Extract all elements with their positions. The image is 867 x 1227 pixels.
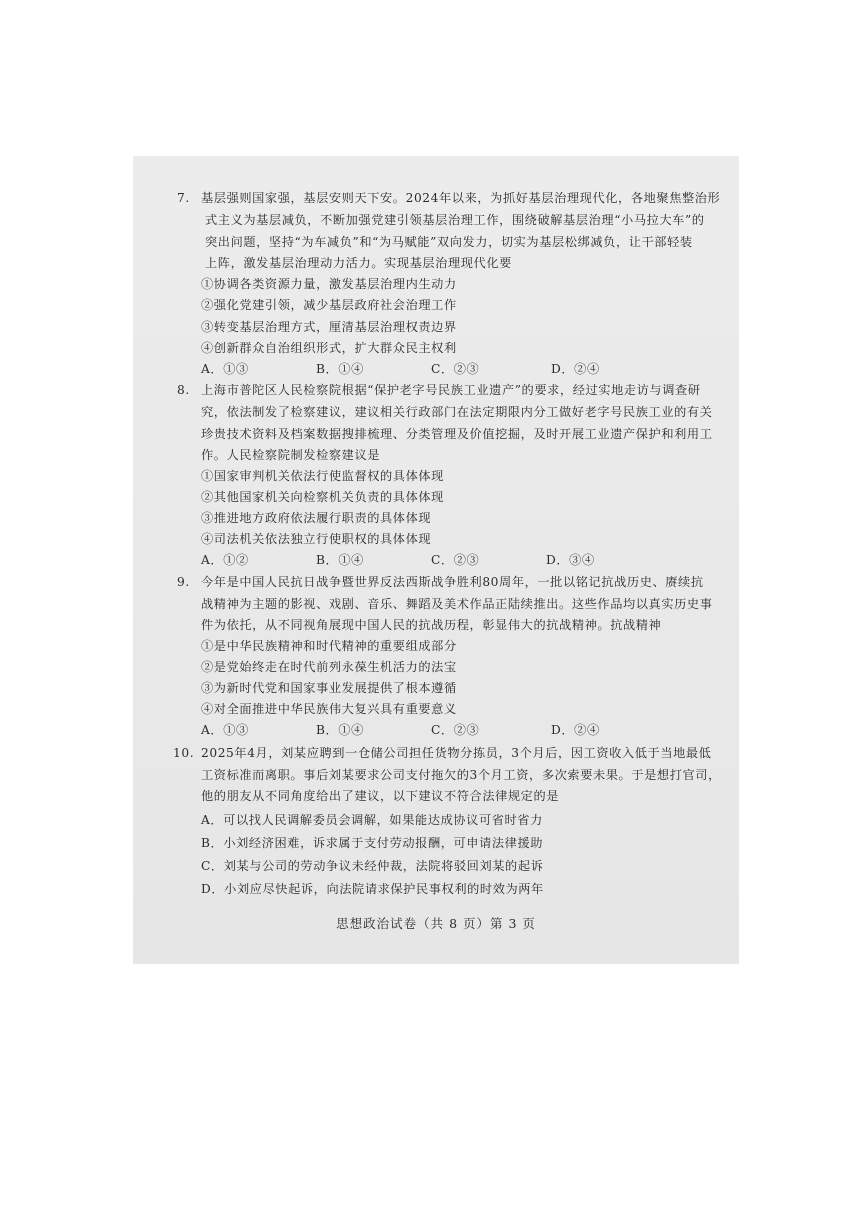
statement-1: ①国家审判机关依法行使监督权的具体体现 xyxy=(201,469,444,483)
answer-choice-c: C．刘某与公司的劳动争议未经仲裁，法院将驳回刘某的起诉 xyxy=(201,859,544,873)
statement-2: ②是党始终走在时代前列永葆生机活力的法宝 xyxy=(201,660,457,674)
answer-choice-d: D．③④ xyxy=(546,553,595,567)
answer-choice-c: C．②③ xyxy=(431,553,480,567)
statement-2: ②其他国家机关向检察机关负责的具体体现 xyxy=(201,490,444,504)
question-stem-line: 式主义为基层减负，不断加强党建引领基层治理工作，围绕破解基层治理“小马拉大车”的 xyxy=(205,213,705,227)
answer-choice-a: A．可以找人民调解委员会调解，如果能达成协议可省时省力 xyxy=(201,813,543,827)
question-stem-line: 基层强则国家强，基层安则天下安。2024年以来，为抓好基层治理现代化，各地聚焦整治形 xyxy=(201,191,721,205)
answer-choice-b: B．①④ xyxy=(316,723,364,737)
statement-2: ②强化党建引领，减少基层政府社会治理工作 xyxy=(201,298,457,312)
scanned-exam-page xyxy=(133,156,739,964)
answer-choice-d: D．小刘应尽快起诉，向法院请求保护民事权利的时效为两年 xyxy=(201,882,544,896)
question-stem-line: 他的朋友从不同角度给出了建议，以下建议不符合法律规定的是 xyxy=(201,789,560,803)
answer-choice-b: B．①④ xyxy=(316,362,364,376)
answer-choice-c: C．②③ xyxy=(431,362,480,376)
question-number: 10. xyxy=(173,746,195,760)
question-stem-line: 2025年4月，刘某应聘到一仓储公司担任货物分拣员，3个月后，因工资收入低于当地最低 xyxy=(201,746,712,760)
statement-3: ③转变基层治理方式，厘清基层治理权责边界 xyxy=(201,320,457,334)
page-footer: 思想政治试卷（共 8 页）第 3 页 xyxy=(336,916,536,931)
question-stem-line: 战精神为主题的影视、戏剧、音乐、舞蹈及美术作品正陆续推出。这些作品均以真实历史事 xyxy=(201,597,713,611)
question-stem-line: 上海市普陀区人民检察院根据“保护老字号民族工业遗产”的要求，经过实地走访与调查研 xyxy=(201,383,701,397)
answer-choice-d: D．②④ xyxy=(551,362,600,376)
statement-4: ④对全面推进中华民族伟大复兴具有重要意义 xyxy=(201,702,457,716)
question-number: 8. xyxy=(177,383,190,397)
answer-choice-c: C．②③ xyxy=(431,723,480,737)
statement-4: ④创新群众自治组织形式，扩大群众民主权利 xyxy=(201,341,457,355)
statement-1: ①协调各类资源力量，激发基层治理内生动力 xyxy=(201,277,457,291)
question-stem-line: 作。人民检察院制发检察建议是 xyxy=(201,448,381,462)
question-number: 7. xyxy=(177,191,190,205)
statement-3: ③推进地方政府依法履行职责的具体体现 xyxy=(201,511,432,525)
question-stem-line: 今年是中国人民抗日战争暨世界反法西斯战争胜利80周年，一批以铭记抗战历史、赓续抗 xyxy=(201,575,704,589)
answer-choice-b: B．小刘经济困难，诉求属于支付劳动报酬，可申请法律援助 xyxy=(201,836,544,850)
statement-1: ①是中华民族精神和时代精神的重要组成部分 xyxy=(201,639,457,653)
question-stem-line: 件为依托，从不同视角展现中国人民的抗战历程，彰显伟大的抗战精神。抗战精神 xyxy=(201,618,662,632)
question-stem-line: 珍贵技术资料及档案数据搜排梳理、分类管理及价值挖掘，及时开展工业遗产保护和利用工 xyxy=(201,427,713,441)
answer-choice-a: A．①③ xyxy=(201,362,249,376)
question-stem-line: 突出问题，坚持“为车减负”和“为马赋能”双向发力，切实为基层松绑减负，让干部轻装 xyxy=(205,235,693,249)
statement-3: ③为新时代党和国家事业发展提供了根本遵循 xyxy=(201,681,457,695)
answer-choice-a: A．①③ xyxy=(201,723,249,737)
question-stem-line: 工资标准而离职。事后刘某要求公司支付拖欠的3个月工资，多次索要未果。于是想打官司， xyxy=(201,768,721,782)
question-number: 9. xyxy=(177,575,190,589)
question-stem-line: 究，依法制发了检察建议，建议相关行政部门在法定期限内分工做好老字号民族工业的有关 xyxy=(201,405,713,419)
answer-choice-b: B．①④ xyxy=(316,553,364,567)
statement-4: ④司法机关依法独立行使职权的具体体现 xyxy=(201,532,432,546)
answer-choice-a: A．①② xyxy=(201,553,249,567)
question-stem-line: 上阵，激发基层治理动力活力。实现基层治理现代化要 xyxy=(205,256,512,270)
answer-choice-d: D．②④ xyxy=(551,723,600,737)
